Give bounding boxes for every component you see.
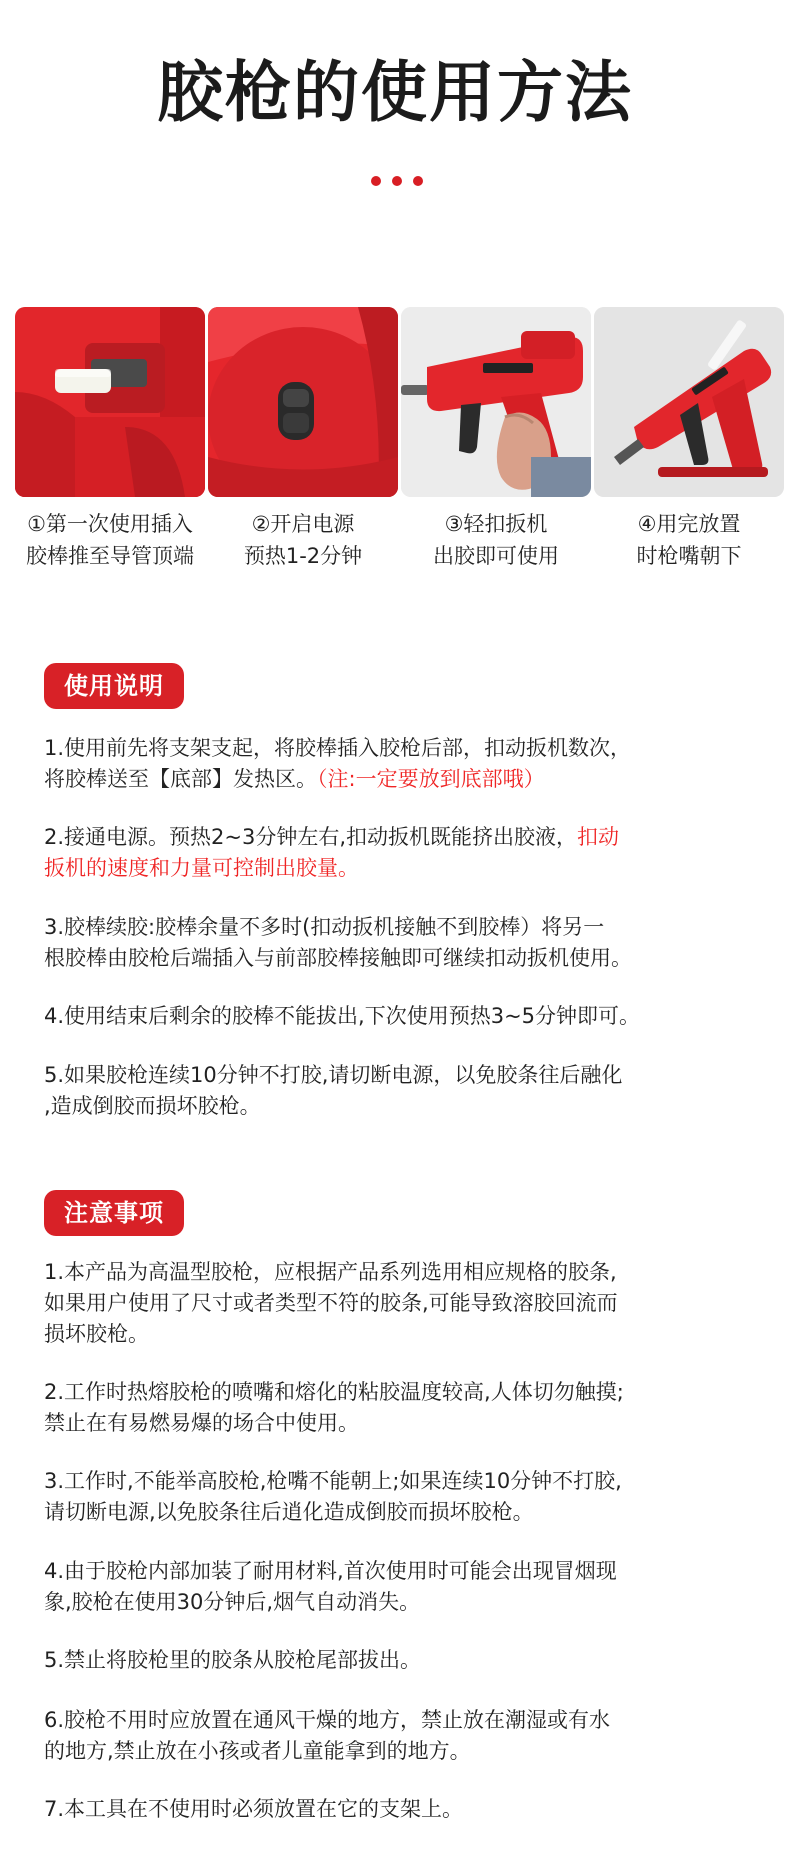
step-card-3 <box>401 307 591 567</box>
usage-badge: 使用说明 <box>44 663 184 709</box>
notes-n6-line1: 6.胶枪不用时应放置在通风干燥的地方，禁止放在潮湿或有水 <box>44 1708 611 1732</box>
power-switch-closeup-photo <box>208 307 398 497</box>
step-card-1 <box>15 307 205 567</box>
steps-row <box>15 307 780 567</box>
step-card-2 <box>208 307 398 567</box>
dot-2 <box>392 176 402 186</box>
notes-n2-line1: 2.工作时热熔胶枪的喷嘴和熔化的粘胶温度较高,人体切勿触摸; <box>44 1380 624 1404</box>
step-caption-line2: 出胶即可使用 <box>433 544 559 568</box>
usage-p1-line2 <box>44 764 764 795</box>
step-caption-3 <box>395 508 597 572</box>
step-caption-line2: 预热1-2分钟 <box>243 544 363 568</box>
notes-badge: 注意事项 <box>44 1190 184 1236</box>
usage-p1-line2-text: 将胶棒送至【底部】发热区。 <box>44 767 317 791</box>
usage-p2-line1-text: 2.接通电源。预热2~3分钟左右,扣动扳机既能挤出胶液， <box>44 825 578 849</box>
usage-p5-line2: ,造成倒胶而损坏胶枪。 <box>44 1094 261 1118</box>
step-caption-line1: ②开启电源 <box>251 512 355 536</box>
page-title: 胶枪的使用方法 <box>157 54 633 131</box>
step-caption-line2: 时枪嘴朝下 <box>636 544 742 568</box>
step-card-4 <box>594 307 784 567</box>
notes-paragraph-6 <box>44 1705 764 1767</box>
usage-p2-line1-highlight: 扣动 <box>577 825 620 849</box>
glue-gun-standing-photo <box>594 307 784 497</box>
glue-stick-insertion-photo <box>15 307 205 497</box>
notes-n6-line2: 的地方,禁止放在小孩或者儿童能拿到的地方。 <box>44 1739 471 1763</box>
decorative-dots <box>371 175 423 187</box>
usage-paragraph-5 <box>44 1060 764 1122</box>
notes-n1-line3: 损坏胶枪。 <box>44 1322 149 1346</box>
step-caption-4 <box>588 508 790 572</box>
dot-3 <box>413 176 423 186</box>
usage-p1-line1: 1.使用前先将支架支起，将胶棒插入胶枪后部，扣动扳机数次， <box>44 736 632 760</box>
notes-n1-line2: 如果用户使用了尺寸或者类型不符的胶条,可能导致溶胶回流而 <box>44 1291 618 1315</box>
notes-n3-line1: 3.工作时,不能举高胶枪,枪嘴不能朝上;如果连续10分钟不打胶, <box>44 1469 622 1493</box>
usage-paragraph-4 <box>44 1001 764 1032</box>
usage-paragraph-3 <box>44 912 764 974</box>
usage-p2-line1 <box>44 822 764 853</box>
usage-p5-line1: 5.如果胶枪连续10分钟不打胶,请切断电源，以免胶条往后融化 <box>44 1063 623 1087</box>
notes-n4-line1: 4.由于胶枪内部加装了耐用材料,首次使用时可能会出现冒烟现 <box>44 1559 617 1583</box>
usage-paragraph-2 <box>44 822 764 884</box>
notes-n7-line1: 7.本工具在不使用时必须放置在它的支架上。 <box>44 1797 464 1821</box>
usage-p1-note: （注:一定要放到底部哦） <box>317 767 545 791</box>
notes-n1-line1: 1.本产品为高温型胶枪，应根据产品系列选用相应规格的胶条, <box>44 1260 617 1284</box>
step-caption-2 <box>202 508 404 572</box>
step-caption-1 <box>9 508 211 572</box>
dot-1 <box>371 176 381 186</box>
step-caption-line2: 胶棒推至导管顶端 <box>26 544 194 568</box>
step-caption-line1: ①第一次使用插入 <box>27 512 193 536</box>
notes-paragraph-2 <box>44 1377 764 1439</box>
notes-paragraph-4 <box>44 1556 764 1618</box>
notes-n2-line2: 禁止在有易燃易爆的场合中使用。 <box>44 1411 359 1435</box>
notes-paragraph-3 <box>44 1466 764 1528</box>
notes-paragraph-1 <box>44 1257 764 1350</box>
notes-n3-line2: 请切断电源,以免胶条往后逍化造成倒胶而损坏胶枪。 <box>44 1500 534 1524</box>
trigger-press-photo <box>401 307 591 497</box>
usage-p2-line2-highlight: 扳机的速度和力量可控制出胶量。 <box>44 856 359 880</box>
step-caption-line1: ③轻扣扳机 <box>444 512 548 536</box>
usage-p3-line2: 根胶棒由胶枪后端插入与前部胶棒接触即可继续扣动扳机使用。 <box>44 946 632 970</box>
usage-p4-line1: 4.使用结束后剩余的胶棒不能拔出,下次使用预热3~5分钟即可。 <box>44 1004 641 1028</box>
notes-paragraph-5 <box>44 1645 764 1676</box>
usage-p3-line1: 3.胶棒续胶:胶棒余量不多时(扣动扳机接触不到胶棒）将另一 <box>44 915 605 939</box>
notes-paragraph-7 <box>44 1794 764 1825</box>
step-caption-line1: ④用完放置 <box>637 512 741 536</box>
usage-paragraph-1 <box>44 733 764 795</box>
notes-n5-line1: 5.禁止将胶枪里的胶条从胶枪尾部拔出。 <box>44 1648 422 1672</box>
notes-n4-line2: 象,胶枪在使用30分钟后,烟气自动消失。 <box>44 1590 421 1614</box>
